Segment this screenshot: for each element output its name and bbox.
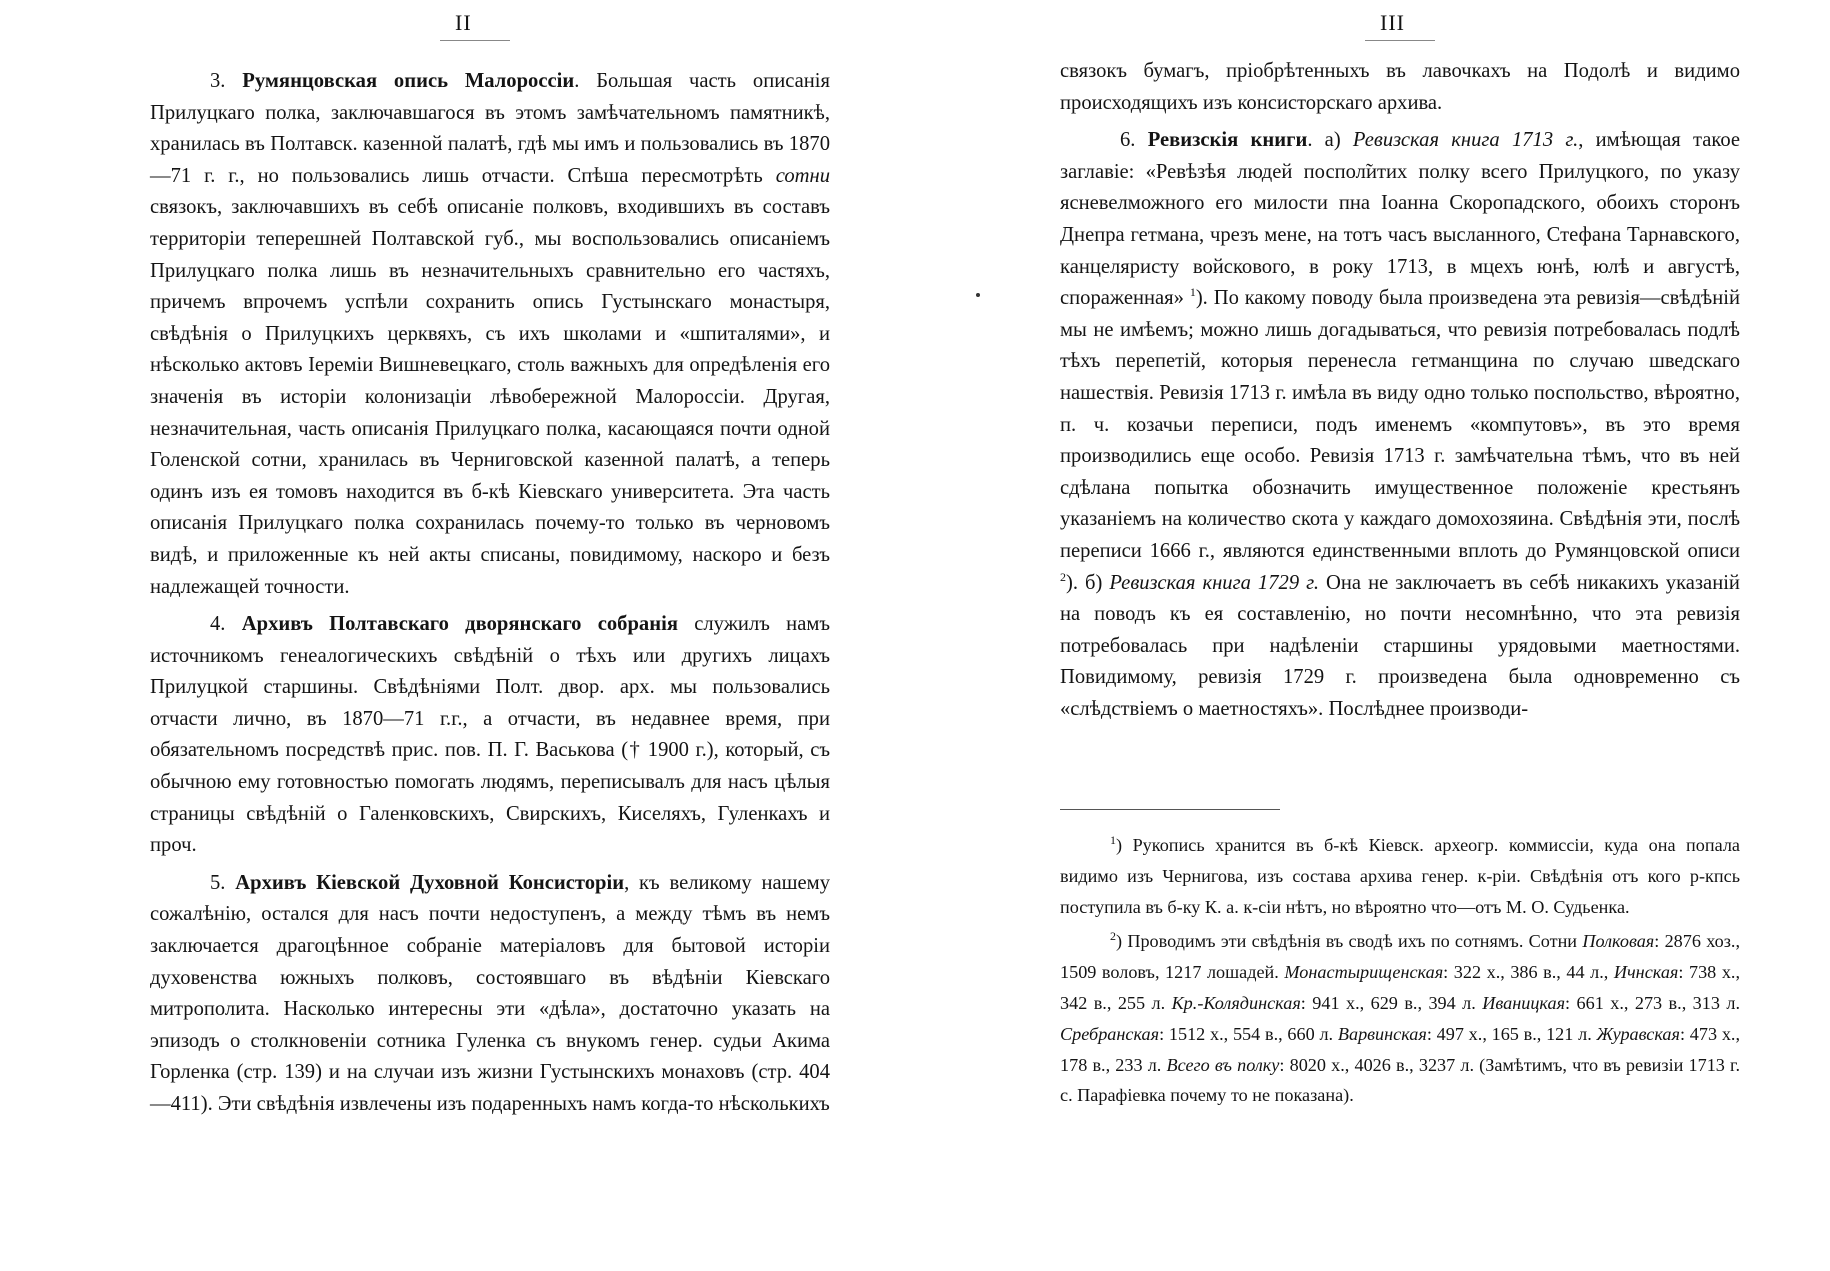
section-4-paragraph (150, 609, 830, 862)
footnote-italic: Сребранская (1060, 1023, 1160, 1044)
section-title: Архивъ Кіевской Духовной Консисторіи (235, 871, 625, 894)
footnote-text: : 1512 х., 554 в., 660 л. (1159, 1023, 1334, 1044)
footnote-italic: Иваницкая (1482, 992, 1566, 1013)
section-number: 4. (210, 613, 226, 636)
footnote-mark: 2 (1110, 929, 1116, 944)
italic-text: Ревизская книга 1713 г. (1352, 129, 1579, 152)
paragraph-text: . Большая часть описанія Прилуцкаго полка, заключавшагося въ этомъ замѣчательномъ памятникѣ, хранилась въ Полтавск. казенной палатѣ, гдѣ мы имъ и пользовались въ 1870—71 г. г., но пользовались лишь отчасти. Спѣша пересмотрѣть (150, 70, 830, 187)
footnote-text: : 8020 х., 4026 в., 3237 л. (Замѣтимъ, что въ ревизіи 1713 г. с. Парафіевка почему то не показана). (1060, 1054, 1741, 1106)
footnote-text: : 941 х., 629 в., 394 л. (1300, 992, 1476, 1013)
page-number: III (1380, 10, 1405, 35)
footnote-text: : 497 х., 165 в., 121 л. (1426, 1023, 1592, 1044)
paragraph-text: служилъ намъ источникомъ генеалогическихъ свѣдѣній о тѣхъ или другихъ лицахъ Прилуцкой старшины. Свѣдѣніями Полт. двор. арх. мы пользовались отчасти лично, въ 1870—71 г.г., а отчасти, въ недавнее время, при обязательномъ посредствѣ прис. пов. П. Г. Васькова († 1900 г.), который, съ обычною ему готовностью помогать людямъ, переписывалъ для насъ цѣлыя страницы свѣдѣній о Галенковскихъ, Свирскихъ, Киселяхъ, Гуленкахъ и проч. (150, 613, 831, 857)
footnote-text: : 661 х., 273 в., 313 л. (1565, 992, 1741, 1013)
italic-text: Ревизская книга 1729 г. (1109, 571, 1320, 594)
footnote-text: : 473 х., 178 в., 233 л. (1060, 1023, 1741, 1075)
paragraph-text: ). По какому поводу была произведена эта ревизія—свѣдѣній мы не имѣемъ; можно лишь догадываться, что ревизія потребовалась подлѣ тѣхъ перепетій, которыя перенесла гетманщина по случаю шведскаго нашествія. Ревизія 1713 г. имѣла въ виду одно только поспольство, вѣроятно, п. ч. козачьи переписи, подъ именемъ «компутовъ», въ это время производились еще особо. Ревизія 1713 г. замѣчательна тѣмъ, что въ ней сдѣлана попытка обозначить имущественное положеніе крестьянъ указаніемъ на количество скота у каждаго домохозяина. Свѣдѣнія эти, послѣ переписи 1666 г., являются единственными вплоть до Румянцовской описи (1060, 287, 1740, 562)
footnote-italic: Ичнская (1613, 962, 1679, 983)
paragraph-text: . а) (1307, 129, 1341, 152)
paragraph-text: Она не заключаетъ въ себѣ никакихъ указаній на поводъ къ ея составленію, но почти несомнѣнно, что эта ревизія потребовалась при надѣленіи старшины урядовыми маетностями. Повидимому, ревизія 1729 г. произведена была одновременно съ «слѣдствіемъ о маетностяхъ». Послѣднее производи- (1060, 571, 1740, 720)
footnote-1 (1060, 830, 1740, 922)
right-page (1060, 0, 1740, 1271)
section-number: 3. (210, 70, 226, 92)
left-page (150, 0, 830, 1271)
section-title: Румянцовская опись Малороссіи (242, 70, 575, 92)
page-number: II (455, 10, 472, 35)
italic-text: сотни (775, 164, 830, 187)
section-title: Архивъ Полтавскаго дворянскаго собранія (241, 613, 678, 636)
section-6-paragraph (1060, 125, 1740, 725)
footnote-ref: 2 (1060, 569, 1066, 584)
footnote-2 (1060, 926, 1740, 1111)
footnote-text: : 2876 хоз., 1509 воловъ, 1217 лошадей. (1060, 931, 1741, 983)
footnote-italic: Кр.-Колядинская (1171, 992, 1301, 1013)
footnote-text: ) Проводимъ эти свѣдѣнія въ сводѣ ихъ по сотнямъ. Сотни (1116, 931, 1578, 952)
footnote-text: ) Рукопись хранится въ б-кѣ Кіевск. археогр. коммиссіи, куда она попала видимо изъ Чернигова, изъ состава архива генер. к-ріи. Свѣдѣнія отъ кого р-кпсь поступила въ б-ку К. а. к-сіи нѣтъ, но вѣроятно что—отъ М. О. Судьенка. (1060, 835, 1740, 917)
section-3-paragraph (150, 66, 830, 603)
footnote-italic: Варвинская (1337, 1023, 1427, 1044)
footnote-italic: Монастырищенская (1284, 962, 1444, 983)
section-number: 5. (210, 871, 226, 894)
footnote-italic: Всего въ полку (1166, 1054, 1280, 1075)
footnote-rule (1060, 809, 1280, 810)
paragraph-text: , къ великому нашему сожалѣнію, остался для насъ почти недоступенъ, а между тѣмъ въ немъ заключается драгоцѣнное собраніе матеріаловъ для бытовой исторіи духовенства южныхъ полковъ, состоявшаго въ вѣдѣніи Кіевскаго митрополита. Насколько интересны эти «дѣла», достаточно указать на эпизодъ о столкновеніи сотника Гуленка съ внукомъ генер. судьи Акима Горленка (стр. 139) и на случаи изъ жизни Густынскихъ монаховъ (стр. 404—411). Эти свѣдѣнія извлечены изъ подаренныхъ намъ когда-то нѣсколькихъ (150, 871, 830, 1115)
section-5-paragraph (150, 868, 830, 1121)
continuation-paragraph: связокъ бумагъ, пріобрѣтенныхъ въ лавочкахъ на Подолѣ и видимо происходящихъ изъ консисторскаго архива. (1060, 60, 1740, 114)
paragraph-text: ). б) (1066, 571, 1103, 594)
right-body-text (1060, 56, 1740, 725)
footnote-ref: 1 (1189, 285, 1196, 300)
footnotes (1060, 830, 1740, 1111)
footnote-text: : 738 х., 342 в., 255 л. (1060, 962, 1741, 1013)
margin-mark (976, 293, 980, 297)
left-body-text (150, 66, 830, 1121)
paragraph-text: , имѣющая такое заглавіе: «Ревѣзѣя людей поспол̃итих полку всего Прилуцкого, по указу ясневелможного его милости пна Іоанна Скоропадского, обоихъ сторонъ Днепра гетмана, чрезъ мене, на тотъ часъ высланного, Стефана Тарнавского, канцеляристу войскового, в року 1713, в мцехъ юнѣ, юлѣ и августѣ, спораженная» (1060, 129, 1741, 310)
paragraph-text: связокъ, заключавшихъ въ себѣ описаніе полковъ, входившихъ въ составъ территоріи теперешней Полтавской губ., мы воспользовались описаніемъ Прилуцкаго полка лишь въ незначительныхъ сравнительно его частяхъ, причемъ впрочемъ успѣли сохранить опись Густынскаго монастыря, свѣдѣнія о Прилуцкихъ церквяхъ, съ ихъ школами и «шпиталями», и нѣсколько актовъ Іереміи Вишневецкаго, столь важныхъ для опредѣленія его значенія въ исторіи колонизаціи лѣвобережной Малороссіи. Другая, незначительная, часть описанія Прилуцкаго полка, касающаяся почти одной Голенской сотни, хранилась въ Черниговской казенной палатѣ, а теперь одинъ изъ ея томовъ находится въ б-кѣ Кіевскаго университета. Эта часть описанія Прилуцкаго полка сохранилась почему-то только въ черновомъ видѣ, и приложенные къ ней акты списаны, повидимому, наскоро и безъ надлежащей точности. (150, 196, 830, 598)
page-number-rule (440, 40, 510, 41)
footnote-text: : 322 х., 386 в., 44 л., (1443, 962, 1609, 983)
footnote-italic: Полковая (1582, 931, 1655, 952)
footnote-italic: Журавская (1596, 1023, 1680, 1044)
section-title: Ревизскія книги (1147, 129, 1308, 152)
page-number-rule (1365, 40, 1435, 41)
section-number: 6. (1120, 129, 1136, 152)
footnote-mark: 1 (1110, 832, 1116, 847)
